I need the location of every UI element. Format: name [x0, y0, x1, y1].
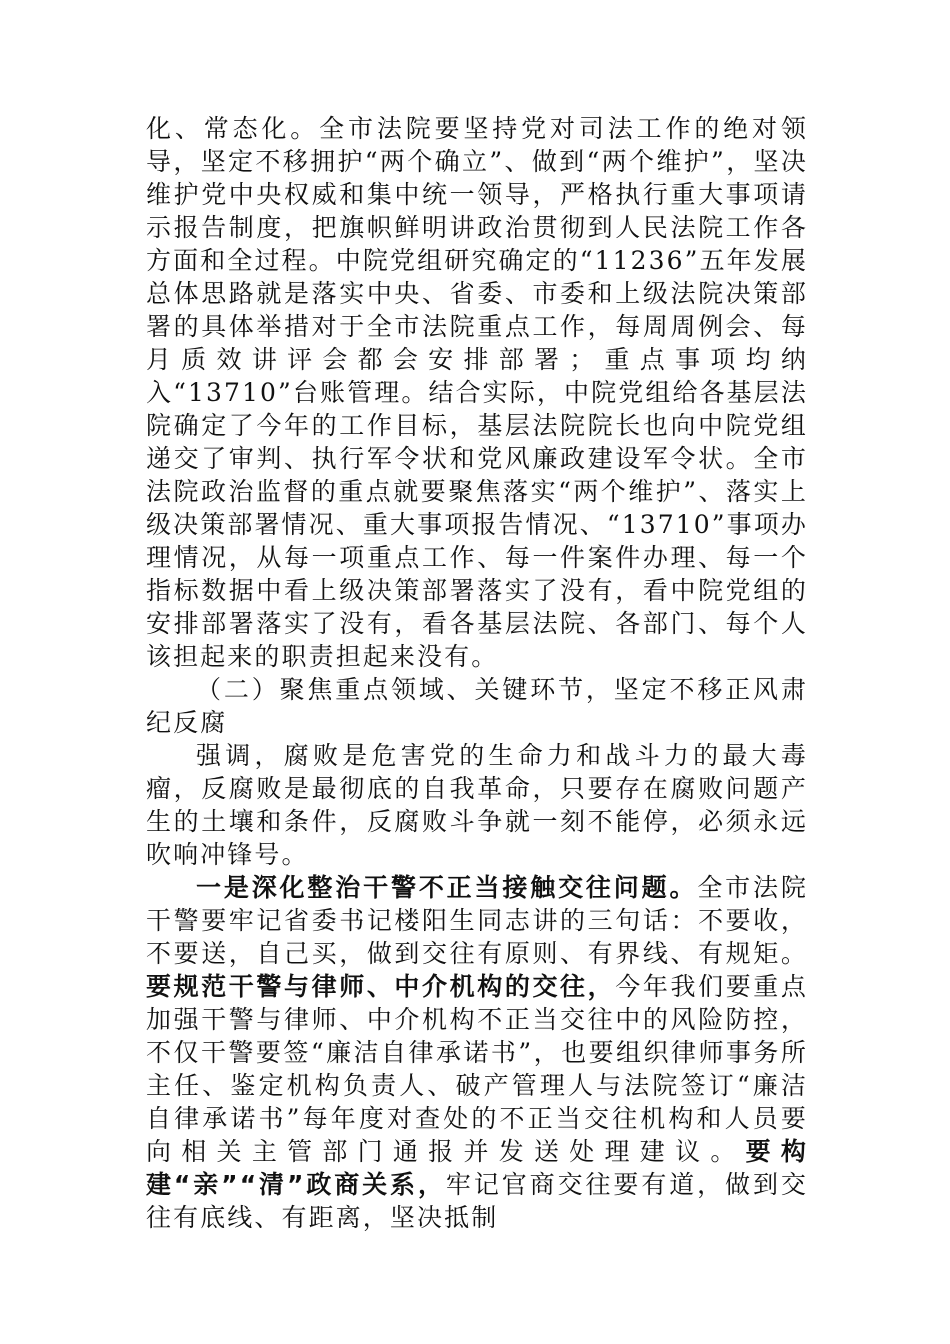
text-segment-2: 今年我们要重点加强干警与律师、中介机构不正当交往中的风险防控，不仅干警要签“廉洁自律承诺书”，也要组织律师事务所主任、鉴定机构负责人、破产管理人与法院签订“廉洁自律承诺书”每年度对查处的不正当交往机构和人员要向相关主管部门通报并发送处理建议。 — [146, 972, 809, 1166]
section-heading-2: （二）聚焦重点领域、关键环节，坚定不移正风肃纪反腐 — [146, 675, 808, 737]
paragraph-anti-corruption: 强调，腐败是危害党的生命力和战斗力的最大毒瘤，反腐败是最彻底的自我革命，只要存在腐败问题产生的土壤和条件，反腐败斗争就一刻不能停，必须永远吹响冲锋号。 — [146, 741, 808, 869]
document-body — [146, 112, 808, 1234]
text-segment-3: 牢记官商交往要有道，做到交往有底线、有距离，坚决抵制 — [146, 1170, 808, 1232]
text-segment-1: 全市法院干警要牢记省委书记楼阳生同志讲的三句话：不要收，不要送，自己买，做到交往有原则、有界线、有规矩。 — [146, 873, 808, 968]
paragraph-political-supervision: 化、常态化。全市法院要坚持党对司法工作的绝对领导，坚定不移拥护“两个确立”、做到“两个维护”，坚决维护党中央权威和集中统一领导，严格执行重大事项请示报告制度，把旗帜鲜明讲政治贯彻到人民法院工作各方面和全过程。中院党组研究确定的“11236”五年发展总体思路就是落实中央、省委、市委和上级法院决策部署的具体举措对于全市法院重点工作，每周周例会、每月质效讲评会都会安排部署；重点事项均纳入“13710”台账管理。结合实际，中院党组给各基层法院确定了今年的工作目标，基层法院院长也向中院党组递交了审判、执行军令状和党风廉政建设军令状。全市法院政治监督的重点就要聚焦落实“两个维护”、落实上级决策部署情况、重大事项报告情况、“13710”事项办理情况，从每一项重点工作、每一件案件办理、每一个指标数据中看上级决策部署落实了没有，看中院党组的安排部署落实了没有，看各基层法院、各部门、每个人该担起来的职责担起来没有。 — [146, 114, 808, 671]
bold-lead-2: 要规范干警与律师、中介机构的交往， — [146, 972, 616, 1001]
bold-lead-1: 一是深化整治干警不正当接触交往问题。 — [196, 873, 698, 902]
bold-lead-3: 要构建“亲”“清”政商关系， — [146, 1137, 808, 1199]
paragraph-improper-contact — [146, 871, 808, 1234]
